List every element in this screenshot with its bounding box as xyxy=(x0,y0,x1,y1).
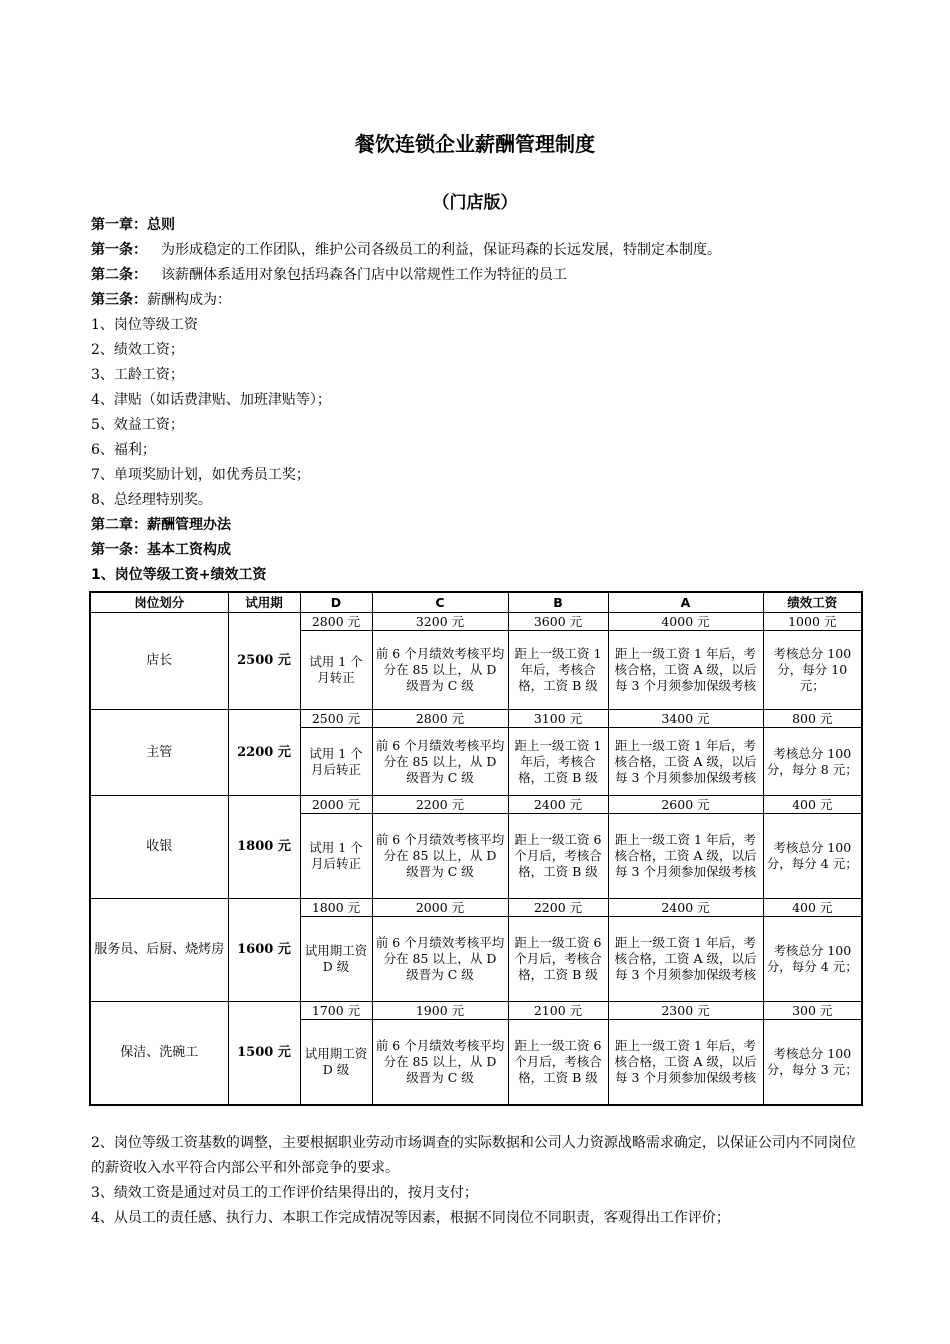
note-cell: 试用期工资 D 级 xyxy=(300,917,372,1002)
trial-salary-cell: 2500 元 xyxy=(228,613,300,710)
note-cell: 距上一级工资 1 年后，考核合格，工资 A 级，以后每 3 个月须参加保级考核 xyxy=(608,631,763,710)
component-item: 2、绩效工资； xyxy=(91,342,184,358)
table-row xyxy=(90,796,862,814)
article-2-label: 第二条： xyxy=(91,267,147,283)
note-cell: 考核总分 100 分，每分 8 元； xyxy=(763,728,862,796)
component-item: 1、岗位等级工资 xyxy=(91,317,198,333)
component-item: 8、总经理特别奖。 xyxy=(91,492,212,508)
amount-cell: 2000 元 xyxy=(372,899,508,917)
amount-cell: 1900 元 xyxy=(372,1002,508,1020)
component-item: 7、单项奖励计划，如优秀员工奖； xyxy=(91,467,310,483)
intro-section xyxy=(91,213,871,588)
paragraph-2: 2、岗位等级工资基数的调整，主要根据职业劳动市场调查的实际数据和公司人力资源战略需求确定，以保证公司内不同岗位的薪资收入水平符合内部公平和外部竞争的要求。 xyxy=(91,1135,856,1176)
amount-cell: 400 元 xyxy=(763,899,862,917)
note-cell: 前 6 个月绩效考核平均分在 85 以上，从 D 级晋为 C 级 xyxy=(372,631,508,710)
component-item: 5、效益工资； xyxy=(91,417,184,433)
role-cell: 保洁、洗碗工 xyxy=(90,1002,228,1105)
paragraph-3: 3、绩效工资是通过对员工的工作评价结果得出的，按月支付； xyxy=(91,1185,478,1201)
note-cell: 距上一级工资 1 年后，考核合格，工资 B 级 xyxy=(508,631,608,710)
note-cell: 距上一级工资 1 年后，考核合格，工资 A 级，以后每 3 个月须参加保级考核 xyxy=(608,1020,763,1105)
paragraph-4: 4、从员工的责任感、执行力、本职工作完成情况等因素，根据不同岗位不同职责，客观得出工作评价； xyxy=(91,1210,730,1226)
article-2-text: 该薪酬体系适用对象包括玛森各门店中以常规性工作为特征的员工 xyxy=(161,267,567,283)
chapter-2-item-1: 1、岗位等级工资+绩效工资 xyxy=(91,567,267,583)
note-cell: 试用期工资 D 级 xyxy=(300,1020,372,1105)
table-row xyxy=(90,1002,862,1020)
amount-cell: 2600 元 xyxy=(608,796,763,814)
note-cell: 考核总分 100 分，每分 4 元； xyxy=(763,917,862,1002)
document-subtitle: （门店版） xyxy=(432,193,518,213)
amount-cell: 3600 元 xyxy=(508,613,608,631)
role-cell: 服务员、后厨、烧烤房 xyxy=(90,899,228,1002)
amount-cell: 2800 元 xyxy=(300,613,372,631)
note-cell: 前 6 个月绩效考核平均分在 85 以上，从 D 级晋为 C 级 xyxy=(372,1020,508,1105)
component-item: 6、福利； xyxy=(91,442,156,458)
amount-cell: 2500 元 xyxy=(300,710,372,728)
article-1 xyxy=(91,238,871,263)
note-cell: 前 6 个月绩效考核平均分在 85 以上，从 D 级晋为 C 级 xyxy=(372,728,508,796)
header-cell: C xyxy=(372,592,508,613)
article-1-text: 为形成稳定的工作团队，维护公司各级员工的利益，保证玛森的长远发展，特制定本制度。 xyxy=(161,242,721,258)
article-3 xyxy=(91,288,871,313)
chapter-1-heading: 第一章：总则 xyxy=(91,217,175,233)
table-row xyxy=(90,899,862,917)
amount-cell: 3200 元 xyxy=(372,613,508,631)
amount-cell: 2300 元 xyxy=(608,1002,763,1020)
note-cell: 距上一级工资 6 个月后，考核合格，工资 B 级 xyxy=(508,1020,608,1105)
header-cell: 试用期 xyxy=(228,592,300,613)
header-cell: D xyxy=(300,592,372,613)
salary-grade-table xyxy=(89,591,863,1106)
note-cell: 距上一级工资 1 年后，考核合格，工资 A 级，以后每 3 个月须参加保级考核 xyxy=(608,917,763,1002)
header-cell: 岗位划分 xyxy=(90,592,228,613)
amount-cell: 400 元 xyxy=(763,796,862,814)
amount-cell: 1700 元 xyxy=(300,1002,372,1020)
amount-cell: 1800 元 xyxy=(300,899,372,917)
article-3-label: 第三条： xyxy=(91,292,147,308)
amount-cell: 1000 元 xyxy=(763,613,862,631)
table-row xyxy=(90,710,862,728)
amount-cell: 3100 元 xyxy=(508,710,608,728)
note-cell: 前 6 个月绩效考核平均分在 85 以上，从 D 级晋为 C 级 xyxy=(372,917,508,1002)
article-1-label: 第一条： xyxy=(91,242,147,258)
note-cell: 距上一级工资 6 个月后，考核合格，工资 B 级 xyxy=(508,814,608,899)
role-cell: 店长 xyxy=(90,613,228,710)
header-cell: B xyxy=(508,592,608,613)
amount-cell: 2100 元 xyxy=(508,1002,608,1020)
role-cell: 收银 xyxy=(90,796,228,899)
amount-cell: 4000 元 xyxy=(608,613,763,631)
amount-cell: 2000 元 xyxy=(300,796,372,814)
component-item: 3、工龄工资； xyxy=(91,367,184,383)
note-cell: 试用 1 个月后转正 xyxy=(300,728,372,796)
amount-cell: 800 元 xyxy=(763,710,862,728)
amount-cell: 2200 元 xyxy=(372,796,508,814)
header-cell: A xyxy=(608,592,763,613)
article-2 xyxy=(91,263,871,288)
note-cell: 考核总分 100 分，每分 3 元； xyxy=(763,1020,862,1105)
trial-salary-cell: 1800 元 xyxy=(228,796,300,899)
article-3-text: 薪酬构成为： xyxy=(147,292,231,308)
amount-cell: 3400 元 xyxy=(608,710,763,728)
trial-salary-cell: 1600 元 xyxy=(228,899,300,1002)
amount-cell: 2200 元 xyxy=(508,899,608,917)
trial-salary-cell: 1500 元 xyxy=(228,1002,300,1105)
table-header-row xyxy=(90,592,862,613)
note-cell: 距上一级工资 1 年后，考核合格，工资 A 级，以后每 3 个月须参加保级考核 xyxy=(608,728,763,796)
note-cell: 考核总分 100 分，每分 10 元； xyxy=(763,631,862,710)
note-cell: 试用 1 个月转正 xyxy=(300,631,372,710)
table-row xyxy=(90,613,862,631)
note-cell: 距上一级工资 6 个月后，考核合格，工资 B 级 xyxy=(508,917,608,1002)
after-table-section xyxy=(91,1131,861,1231)
note-cell: 距上一级工资 1 年后，考核合格，工资 B 级 xyxy=(508,728,608,796)
trial-salary-cell: 2200 元 xyxy=(228,710,300,796)
component-item: 4、津贴（如话费津贴、加班津贴等）； xyxy=(91,392,331,408)
amount-cell: 300 元 xyxy=(763,1002,862,1020)
note-cell: 考核总分 100 分，每分 4 元； xyxy=(763,814,862,899)
note-cell: 前 6 个月绩效考核平均分在 85 以上，从 D 级晋为 C 级 xyxy=(372,814,508,899)
note-cell: 距上一级工资 1 年后，考核合格，工资 A 级，以后每 3 个月须参加保级考核 xyxy=(608,814,763,899)
amount-cell: 2400 元 xyxy=(508,796,608,814)
amount-cell: 2400 元 xyxy=(608,899,763,917)
role-cell: 主管 xyxy=(90,710,228,796)
note-cell: 试用 1 个月后转正 xyxy=(300,814,372,899)
header-cell: 绩效工资 xyxy=(763,592,862,613)
chapter-2-article-1: 第一条：基本工资构成 xyxy=(91,542,231,558)
amount-cell: 2800 元 xyxy=(372,710,508,728)
document-title: 餐饮连锁企业薪酬管理制度 xyxy=(355,132,595,156)
chapter-2-heading: 第二章：薪酬管理办法 xyxy=(91,517,231,533)
